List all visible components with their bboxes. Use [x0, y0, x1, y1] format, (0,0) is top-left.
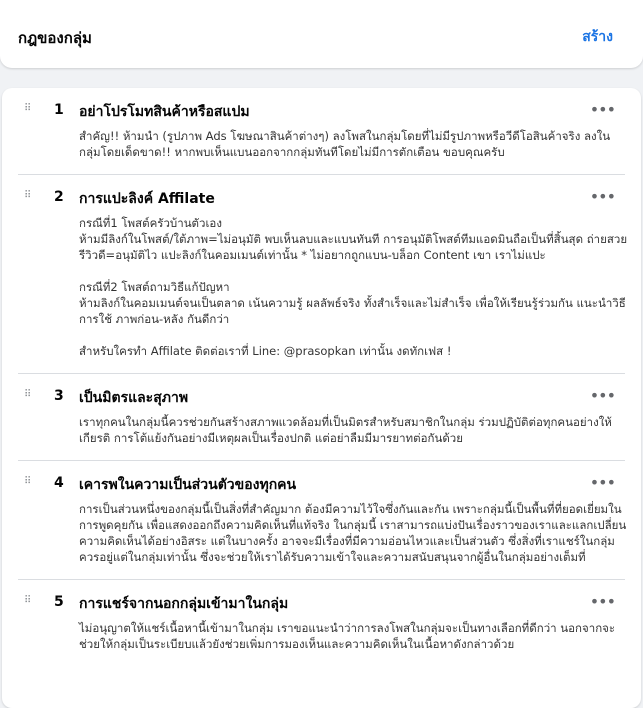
drag-handle-icon[interactable]: ⠿: [24, 103, 33, 114]
drag-handle-icon[interactable]: ⠿: [24, 190, 33, 201]
create-rule-button[interactable]: สร้าง: [582, 29, 613, 45]
rule-number: 4: [54, 475, 64, 491]
drag-handle-icon[interactable]: ⠿: [24, 595, 33, 606]
rule-description: สำคัญ!! ห้ามนำ (รูปภาพ Ads โฆษณาสินค้าต่างๆ) ลงโพสในกลุ่มโดยที่ไม่มีรูปภาพหรือวีดีโอสินค้าจริง ลงในกลุ่มโดยเด็ดขาด!! หากพบเห็นแบนออกจากกลุ่มทันทีโดยไม่มีการตักเตือน ขอบคุณครับ: [79, 129, 611, 159]
rule-description: กรณีที่1 โพสต์ครัวบ้านตัวเอง ห้ามมีลิงก์ในโพสต์/ใต้ภาพ=ไม่อนุมัติ พบเห็นลบและแบนทันที การอนุมัติโพสต์ทีมแอดมินถือเป็นที่สิ้นสุด ถ่ายสวยรีวิวดี=อนุมัติไว แปะลิงก์ในคอมเมนต์เท่านั้น * ไม่อยากถูกแบน-บล็อก Content เขา เราไม่แปะ กรณีที่2 โพสต์ถามวิธีแก้ปัญหา ห้ามลิงก์ในคอมเมนต์จนเป็นตลาด เน้นความรู้ ผลลัพธ์จริง ทั้งสำเร็จและไม่สำเร็จ เพื่อให้เรียนรู้ร่วมกัน แนะนำวิธีการใช้ ภาพก่อน-หลัง กันดีกว่า สำหรับใครทำ Affilate ติดต่อเราที่ Line: @prasopkan เท่านั้น งดทักเฟส !: [79, 216, 628, 358]
rule-number: 3: [54, 388, 64, 404]
rule-title: อย่าโปรโมทสินค้าหรือสแปม: [79, 104, 250, 120]
rule-item: [18, 580, 625, 666]
more-options-icon[interactable]: •••: [589, 473, 615, 492]
more-options-icon[interactable]: •••: [589, 386, 615, 405]
rule-number: 2: [54, 189, 64, 205]
rule-number: 5: [54, 594, 64, 610]
rule-title: การแปะลิงค์ Affilate: [79, 191, 215, 207]
page-title: กฎของกลุ่ม: [18, 29, 92, 47]
rule-title: เคารพในความเป็นส่วนตัวของทุกคน: [79, 477, 297, 493]
more-options-icon[interactable]: •••: [589, 187, 615, 206]
rule-item: [18, 461, 625, 580]
drag-handle-icon[interactable]: ⠿: [24, 476, 33, 487]
rule-item: [18, 374, 625, 461]
rule-item: [18, 88, 625, 175]
rules-header: [0, 0, 643, 68]
rule-description: การเป็นส่วนหนึ่งของกลุ่มนี้เป็นสิ่งที่สำคัญมาก ต้องมีความไว้ใจซึ่งกันและกัน เพราะกลุ่มนี้เป็นพื้นที่ที่ยอดเยี่ยมในการพูดคุยกัน เพื่อแสดงออกถึงความคิดเห็นที่แท้จริง ในกลุ่มนี้ เราสามารถแบ่งปันเรื่องราวของเราและแลกเปลี่ยนความคิดเห็นได้อย่างอิสระ แต่ในบางครั้ง อาจจะมีเรื่องที่มีความอ่อนไหวและเป็นส่วนตัว ซึ่งสิ่งที่เราแชร์ในกลุ่มควรอยู่แต่ในกลุ่มเท่านั้น ซึ่งจะช่วยให้เราได้รับความเข้าใจและความสนับสนุนจากผู้อื่นในกลุ่มอย่างเต็มที่: [79, 502, 627, 564]
rule-number: 1: [54, 102, 64, 118]
rule-description: เราทุกคนในกลุ่มนี้ควรช่วยกันสร้างสภาพแวดล้อมที่เป็นมิตรสำหรับสมาชิกในกลุ่ม ร่วมปฏิบัติต่อทุกคนอย่างให้เกียรติ การโต้แย้งกันอย่างมีเหตุผลเป็นเรื่องปกติ แต่อย่าลืมมีมารยาทต่อกันด้วย: [79, 415, 612, 445]
rule-title: การแชร์จากนอกกลุ่มเข้ามาในกลุ่ม: [79, 596, 289, 612]
rule-description: ไม่อนุญาตให้แชร์เนื้อหานี้เข้ามาในกลุ่ม เราขอแนะนำว่าการลงโพสในกลุ่มจะเป็นทางเลือกที่ดีกว่า นอกจากจะช่วยให้กลุ่มเป็นระเบียบแล้วยังช่วยเพิ่มการมองเห็นและความคิดเห็นในเนื้อหาดังกล่าวด้วย: [79, 621, 616, 651]
rule-title: เป็นมิตรและสุภาพ: [79, 390, 189, 406]
rules-list: [2, 88, 641, 708]
drag-handle-icon[interactable]: ⠿: [24, 389, 33, 400]
more-options-icon[interactable]: •••: [589, 592, 615, 611]
rule-item: [18, 175, 628, 374]
more-options-icon[interactable]: •••: [589, 100, 615, 119]
